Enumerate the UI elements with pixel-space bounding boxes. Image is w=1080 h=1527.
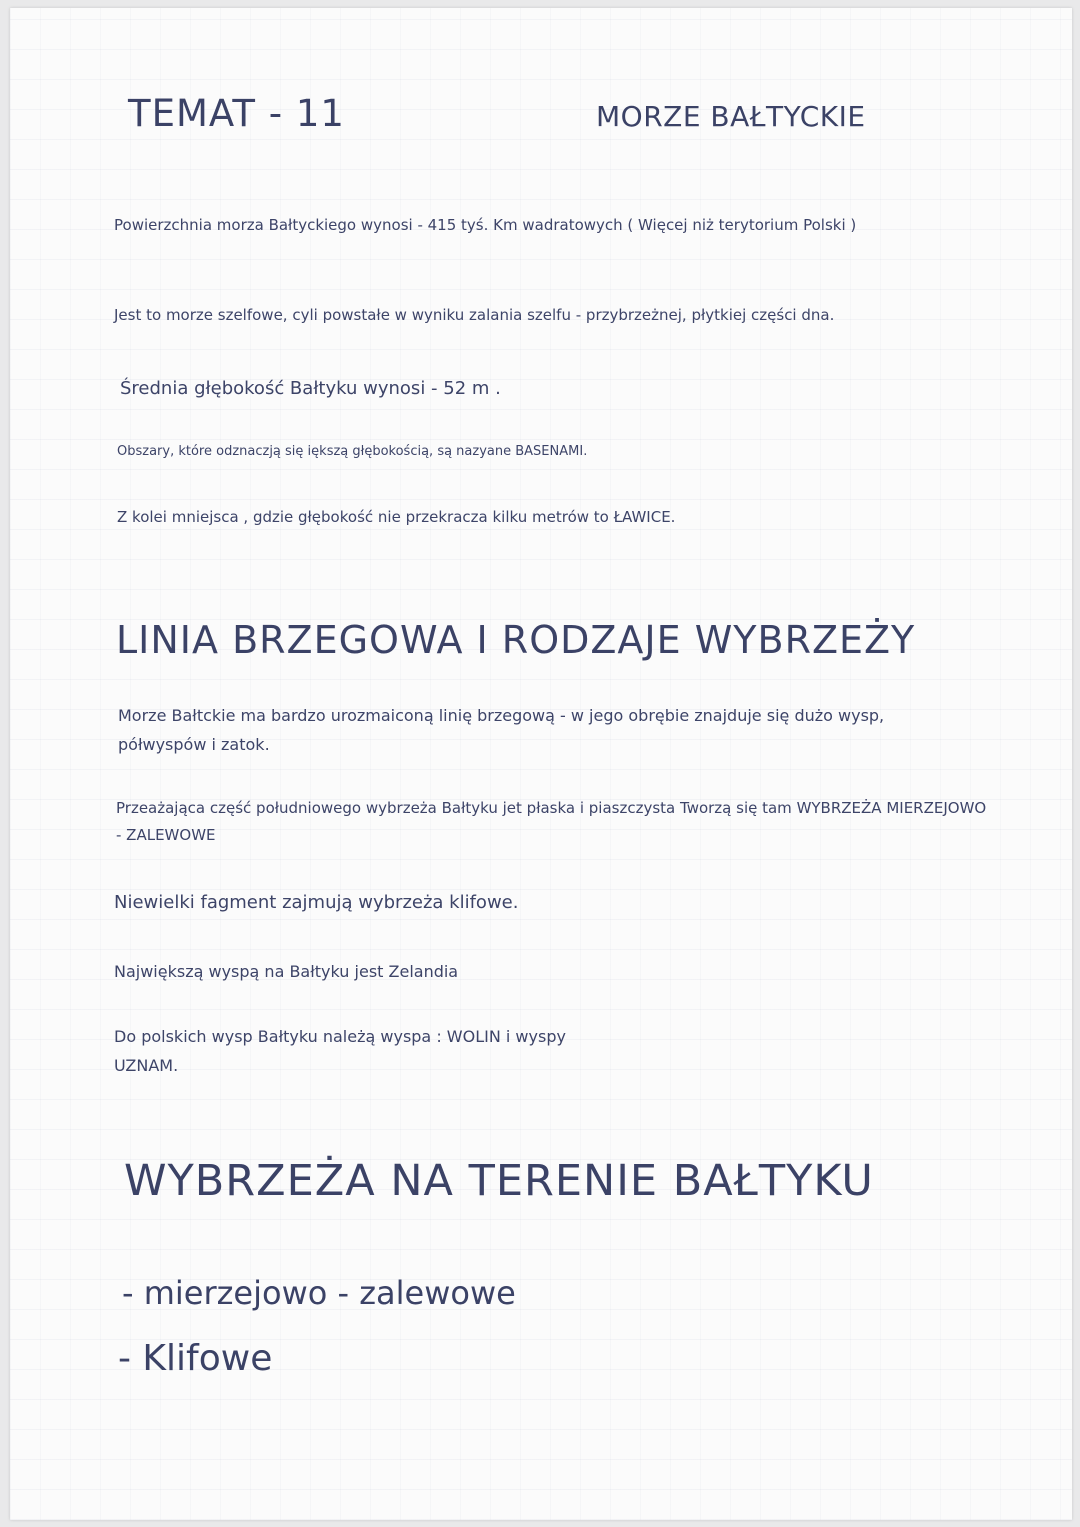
paragraph-largest-island: Największą wyspą na Bałtyku jest Zelandia	[114, 962, 459, 981]
paragraph-depth: Średnia głębokość Bałtyku wynosi - 52 m .	[120, 378, 501, 399]
paragraph-basins: Obszary, które odznaczją się iększą głębokością, są nazyane BASENAMI.	[117, 444, 588, 459]
list-item: - Klifowe	[118, 1338, 273, 1379]
paragraph-shoals: Z kolei mniejsca , gdzie głębokość nie przekracza kilku metrów to ŁAWICE.	[117, 508, 676, 526]
notebook-page	[10, 8, 1072, 1520]
list-item: - mierzejowo - zalewowe	[122, 1274, 516, 1312]
page-title: MORZE BAŁTYCKIE	[596, 100, 866, 133]
paragraph-polish-islands: Do polskich wysp Bałtyku należą wyspa : WOLIN i wyspy UZNAM.	[114, 1027, 566, 1075]
paragraph-cliffs: Niewielki fagment zajmują wybrzeża klifowe.	[114, 892, 519, 913]
paragraph-area: Powierzchnia morza Bałtyckiego wynosi - 415 tyś. Km wadratowych ( Więcej niż terytorium Polski )	[114, 216, 857, 234]
paragraph-coastline: Morze Bałtckie ma bardzo urozmaiconą linię brzegową - w jego obrębie znajduje się dużo wysp, półwyspów i zatok.	[118, 706, 885, 754]
paragraph-south-coast: Przeażająca część południowego wybrzeża Bałtyku jet płaska i piaszczysta Tworzą się tam WYBRZEŻA MIERZEJOWO - ZALEWOWE	[116, 799, 987, 844]
topic-number: TEMAT - 11	[128, 92, 345, 135]
section-heading-coast-types: WYBRZEŻA NA TERENIE BAŁTYKU	[124, 1156, 874, 1206]
paragraph-shelf-sea: Jest to morze szelfowe, cyli powstałe w wyniku zalania szelfu - przybrzeżnej, płytkiej części dna.	[114, 306, 835, 324]
section-heading-coastline: LINIA BRZEGOWA I RODZAJE WYBRZEŻY	[116, 618, 916, 662]
